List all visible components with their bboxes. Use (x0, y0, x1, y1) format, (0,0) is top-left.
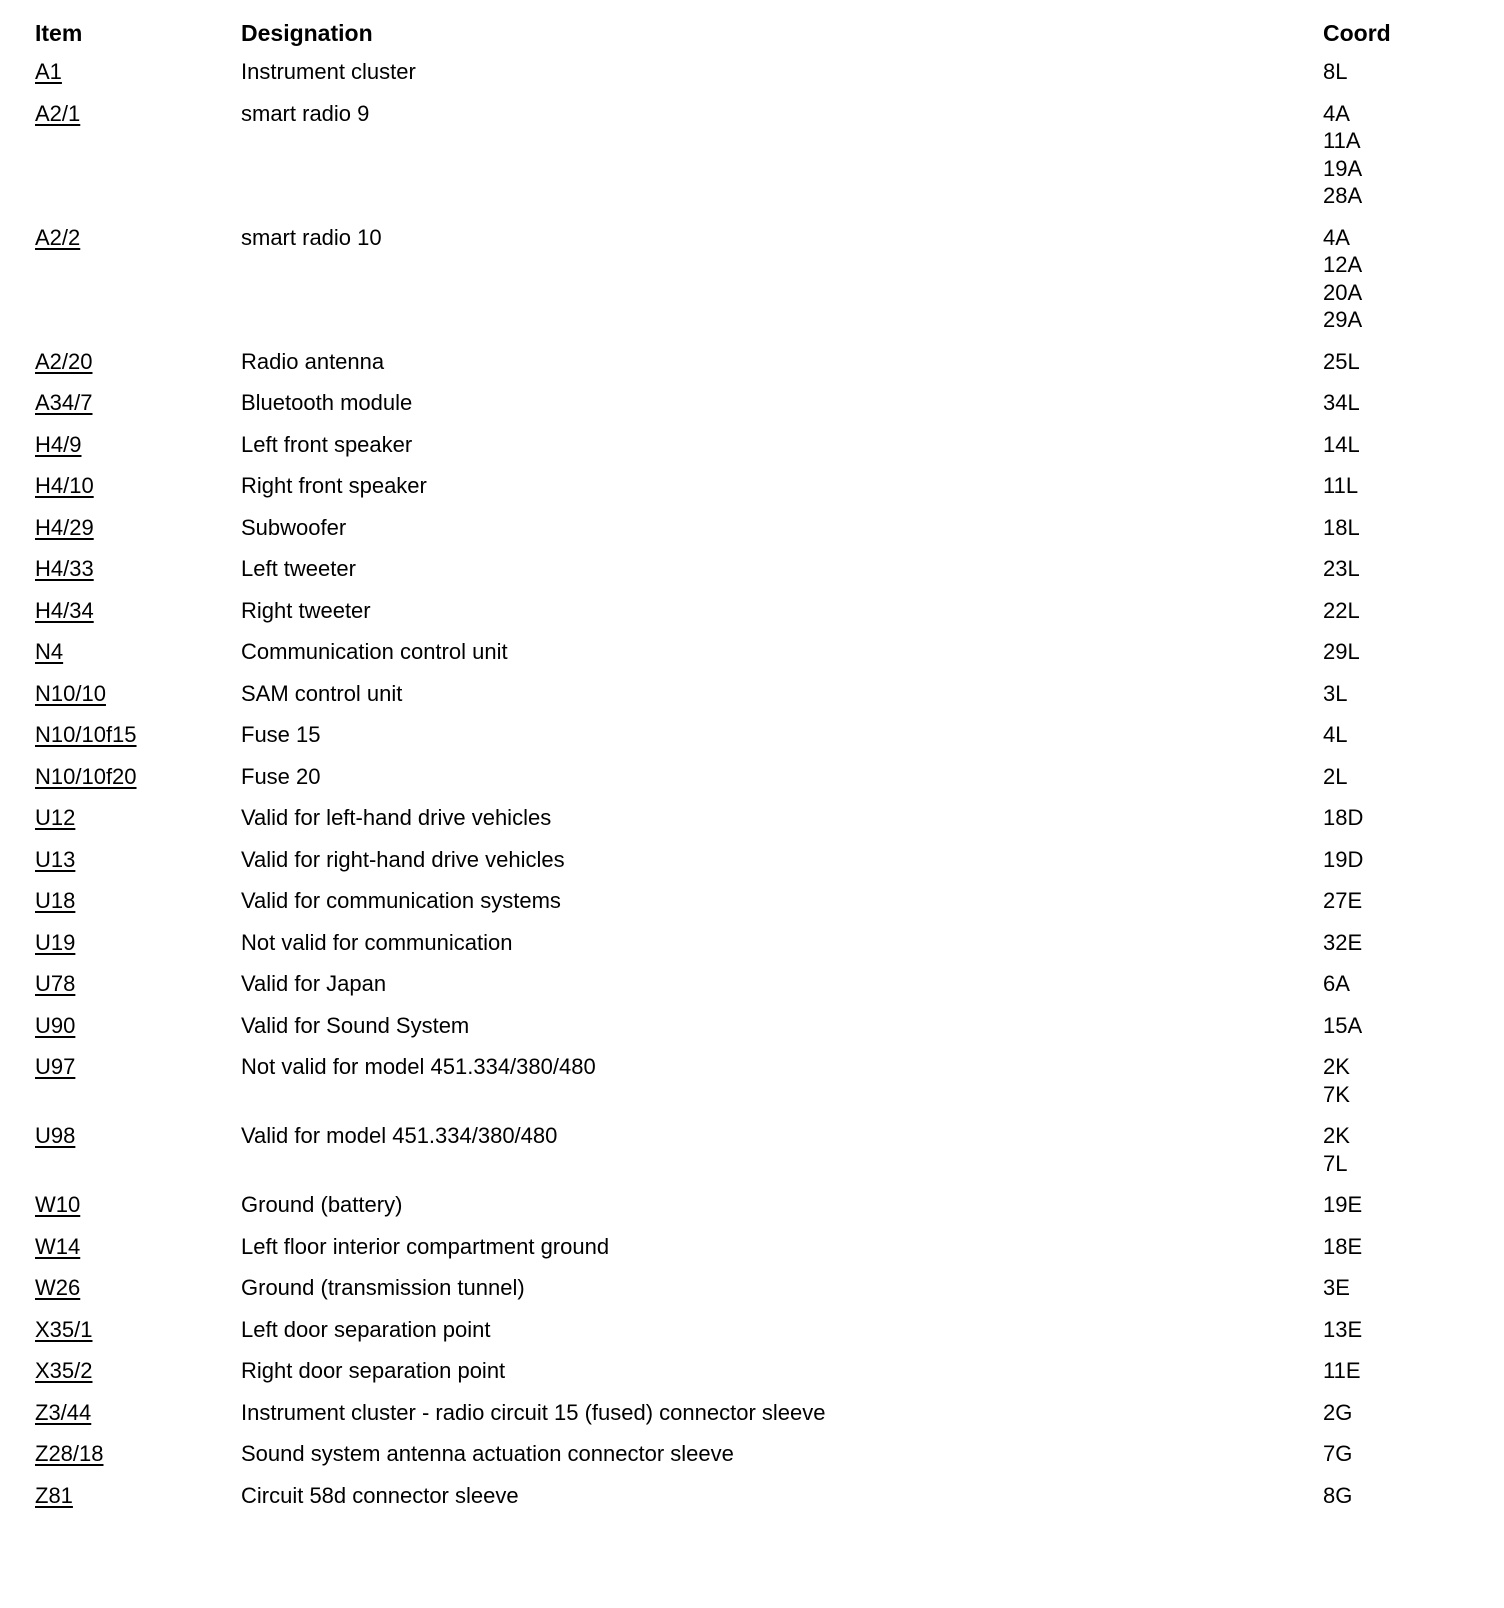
table-row (35, 1012, 1475, 1054)
table-row (35, 804, 1475, 846)
coord-value: 6A (1323, 971, 1350, 996)
coord-value: 12A (1323, 252, 1363, 277)
item-link[interactable]: N4 (35, 639, 64, 664)
designation-cell: SAM control unit (241, 680, 403, 706)
coord-value: 23L (1323, 556, 1360, 581)
coord-cell (1323, 1233, 1473, 1261)
designation-cell: Not valid for communication (241, 929, 513, 955)
designation-cell: Valid for model 451.334/380/480 (241, 1123, 558, 1148)
table-row (35, 1316, 1475, 1358)
item-link[interactable]: H4/29 (35, 514, 94, 540)
coord-value: 2G (1323, 1399, 1353, 1425)
item-link[interactable]: U97 (35, 1054, 76, 1079)
designation-cell: Right door separation point (241, 1358, 506, 1383)
item-cell (35, 1233, 241, 1261)
item-link[interactable]: Z28/18 (35, 1441, 104, 1466)
table-body (35, 58, 1475, 1523)
item-cell (35, 1053, 241, 1081)
table-row (35, 638, 1475, 680)
header-coord: Coord (1323, 20, 1391, 46)
item-link[interactable]: X35/1 (35, 1316, 93, 1342)
coord-value: 29L (1323, 639, 1360, 664)
table-row (35, 1122, 1475, 1191)
designation-cell: Left floor interior compartment ground (241, 1233, 610, 1259)
table-row (35, 1357, 1475, 1399)
item-cell (35, 846, 241, 874)
coord-value: 27E (1323, 888, 1363, 913)
item-cell (35, 472, 241, 500)
coord-cell (1323, 846, 1473, 874)
item-link[interactable]: U19 (35, 929, 76, 955)
item-cell (35, 224, 241, 252)
table-row (35, 721, 1475, 763)
coord-cell (1323, 804, 1473, 832)
item-cell (35, 638, 241, 666)
table-row (35, 929, 1475, 971)
table-row (35, 224, 1475, 348)
designation-cell: Valid for Sound System (241, 1012, 470, 1038)
coord-value: 11E (1323, 1358, 1361, 1383)
coord-cell (1323, 680, 1473, 708)
designation-cell: Fuse 20 (241, 763, 321, 789)
item-cell (35, 431, 241, 459)
designation-cell: Fuse 15 (241, 722, 321, 747)
item-link[interactable]: A1 (35, 59, 62, 84)
coord-cell (1323, 597, 1473, 625)
item-link[interactable]: U12 (35, 805, 76, 830)
coord-cell (1323, 1274, 1473, 1302)
item-link[interactable]: U78 (35, 971, 76, 996)
coord-value: 29A (1323, 307, 1363, 332)
item-cell (35, 1357, 241, 1385)
designation-cell: Valid for communication systems (241, 888, 561, 913)
designation-cell: Communication control unit (241, 639, 508, 664)
table-row (35, 431, 1475, 473)
designation-cell: Ground (transmission tunnel) (241, 1275, 525, 1300)
coord-value: 15A (1323, 1012, 1363, 1038)
coord-cell (1323, 472, 1473, 500)
designation-cell: Bluetooth module (241, 390, 413, 415)
table-row (35, 348, 1475, 390)
item-link[interactable]: U90 (35, 1012, 76, 1038)
designation-cell: Not valid for model 451.334/380/480 (241, 1054, 596, 1079)
designation-cell: Left door separation point (241, 1316, 491, 1342)
table-row (35, 763, 1475, 805)
item-cell (35, 1191, 241, 1219)
coord-value: 19A (1323, 155, 1363, 181)
designation-cell: Radio antenna (241, 348, 385, 374)
coord-value: 11A (1323, 128, 1361, 153)
designation-cell: Instrument cluster - radio circuit 15 (fused) connector sleeve (241, 1399, 826, 1425)
coord-cell (1323, 638, 1473, 666)
item-link[interactable]: H4/34 (35, 597, 94, 623)
coord-value: 8G (1323, 1482, 1353, 1508)
table-row (35, 680, 1475, 722)
header-designation: Designation (241, 20, 373, 46)
table-row (35, 970, 1475, 1012)
item-link[interactable]: A34/7 (35, 390, 93, 415)
item-cell (35, 348, 241, 376)
item-link[interactable]: A2/2 (35, 224, 81, 250)
item-cell (35, 1122, 241, 1150)
table-row (35, 1399, 1475, 1441)
item-cell (35, 1482, 241, 1510)
coord-value: 7L (1323, 1150, 1348, 1176)
table-row (35, 1440, 1475, 1482)
coord-value: 20A (1323, 279, 1363, 305)
table-row (35, 58, 1475, 100)
coord-value: 4A (1323, 224, 1350, 250)
item-link[interactable]: H4/33 (35, 556, 94, 581)
coord-cell (1323, 1440, 1473, 1468)
item-link[interactable]: A2/20 (35, 348, 93, 374)
table-row (35, 597, 1475, 639)
table-row (35, 555, 1475, 597)
coord-cell (1323, 555, 1473, 583)
coord-cell (1323, 887, 1473, 915)
coord-cell (1323, 1191, 1473, 1219)
designation-cell: Instrument cluster (241, 59, 416, 84)
table-row (35, 514, 1475, 556)
item-cell (35, 680, 241, 708)
item-link[interactable]: Z3/44 (35, 1399, 92, 1425)
item-cell (35, 1440, 241, 1468)
coord-cell (1323, 1316, 1473, 1344)
item-cell (35, 1316, 241, 1344)
coord-cell (1323, 100, 1473, 210)
coord-value: 7K (1323, 1081, 1350, 1107)
table-row (35, 100, 1475, 224)
coord-cell (1323, 763, 1473, 791)
coord-value: 28A (1323, 183, 1363, 208)
item-link[interactable]: H4/10 (35, 473, 94, 498)
coord-value: 3E (1323, 1275, 1350, 1300)
coord-value: 4L (1323, 722, 1348, 747)
coord-value: 25L (1323, 348, 1360, 374)
coord-cell (1323, 721, 1473, 749)
item-cell (35, 1012, 241, 1040)
table-row (35, 1191, 1475, 1233)
item-cell (35, 555, 241, 583)
designation-cell: Sound system antenna actuation connector sleeve (241, 1441, 734, 1466)
designation-cell: Left tweeter (241, 556, 356, 581)
item-link[interactable]: N10/10 (35, 680, 106, 706)
designation-cell: Valid for left-hand drive vehicles (241, 805, 552, 830)
item-cell (35, 929, 241, 957)
coord-value: 18E (1323, 1233, 1363, 1259)
table-row (35, 846, 1475, 888)
item-cell (35, 58, 241, 86)
item-link[interactable]: H4/9 (35, 431, 82, 457)
coord-cell (1323, 970, 1473, 998)
designation-cell: Right front speaker (241, 473, 427, 498)
item-link[interactable]: U98 (35, 1123, 76, 1148)
designation-cell: Left front speaker (241, 431, 413, 457)
item-cell (35, 1274, 241, 1302)
designation-cell: smart radio 9 (241, 100, 370, 126)
item-cell (35, 1399, 241, 1427)
item-cell (35, 389, 241, 417)
table-row (35, 1274, 1475, 1316)
designation-cell: Valid for Japan (241, 971, 387, 996)
item-cell (35, 597, 241, 625)
item-link[interactable]: U18 (35, 888, 76, 913)
coord-value: 2L (1323, 763, 1348, 789)
designation-cell: Ground (battery) (241, 1192, 403, 1217)
coord-value: 11L (1323, 473, 1359, 498)
item-link[interactable]: Z81 (35, 1482, 73, 1508)
item-link[interactable]: W14 (35, 1233, 81, 1259)
designation-cell: smart radio 10 (241, 224, 382, 250)
component-legend-table (35, 17, 1475, 1523)
coord-cell (1323, 1357, 1473, 1385)
coord-cell (1323, 58, 1473, 86)
coord-value: 13E (1323, 1316, 1363, 1342)
header-item: Item (35, 20, 83, 46)
coord-value: 3L (1323, 680, 1348, 706)
coord-cell (1323, 431, 1473, 459)
item-cell (35, 887, 241, 915)
coord-value: 18L (1323, 514, 1360, 540)
table-header (35, 17, 1475, 58)
item-link[interactable]: A2/1 (35, 100, 81, 126)
table-row (35, 1482, 1475, 1524)
coord-value: 8L (1323, 59, 1348, 84)
coord-value: 4A (1323, 100, 1350, 126)
item-cell (35, 804, 241, 832)
item-cell (35, 721, 241, 749)
coord-cell (1323, 1122, 1473, 1177)
coord-value: 19E (1323, 1192, 1363, 1217)
coord-value: 19D (1323, 846, 1364, 872)
coord-value: 18D (1323, 805, 1364, 830)
coord-cell (1323, 389, 1473, 417)
table-row (35, 1233, 1475, 1275)
coord-cell (1323, 1012, 1473, 1040)
item-link[interactable]: U13 (35, 846, 76, 872)
item-cell (35, 763, 241, 791)
coord-value: 34L (1323, 390, 1360, 415)
designation-cell: Right tweeter (241, 597, 371, 623)
coord-value: 7G (1323, 1441, 1353, 1466)
coord-cell (1323, 929, 1473, 957)
table-row (35, 472, 1475, 514)
item-cell (35, 970, 241, 998)
table-row (35, 1053, 1475, 1122)
coord-cell (1323, 224, 1473, 334)
coord-cell (1323, 1482, 1473, 1510)
item-link[interactable]: W26 (35, 1275, 81, 1300)
coord-value: 32E (1323, 929, 1363, 955)
item-link[interactable]: X35/2 (35, 1358, 93, 1383)
coord-value: 22L (1323, 597, 1360, 623)
designation-cell: Circuit 58d connector sleeve (241, 1482, 519, 1508)
coord-value: 2K (1323, 1054, 1350, 1079)
coord-cell (1323, 1399, 1473, 1427)
table-row (35, 887, 1475, 929)
designation-cell: Subwoofer (241, 514, 347, 540)
coord-cell (1323, 348, 1473, 376)
item-cell (35, 514, 241, 542)
item-link[interactable]: N10/10f15 (35, 722, 137, 747)
designation-cell: Valid for right-hand drive vehicles (241, 846, 565, 872)
coord-value: 2K (1323, 1123, 1350, 1148)
item-link[interactable]: N10/10f20 (35, 763, 137, 789)
item-link[interactable]: W10 (35, 1192, 81, 1217)
item-cell (35, 100, 241, 128)
coord-cell (1323, 514, 1473, 542)
coord-cell (1323, 1053, 1473, 1108)
table-row (35, 389, 1475, 431)
coord-value: 14L (1323, 431, 1360, 457)
